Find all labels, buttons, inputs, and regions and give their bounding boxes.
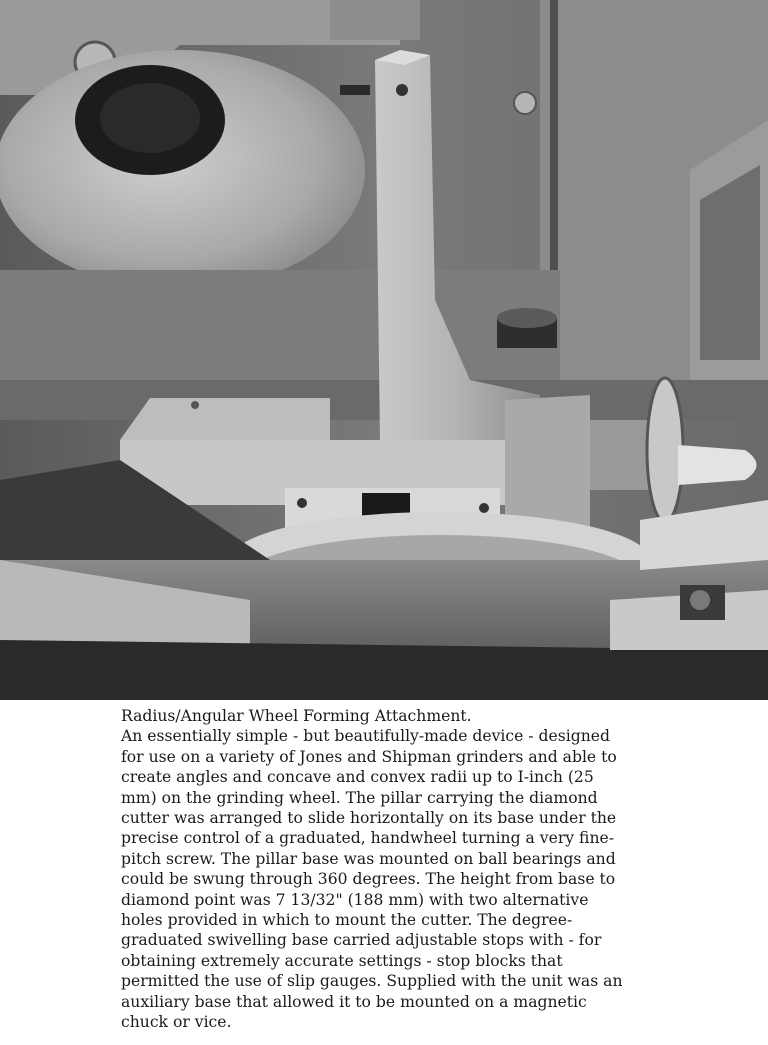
figure-caption <box>121 706 641 1033</box>
caption-line: An essentially simple - but beautifully-made device - designed <box>121 727 610 746</box>
caption-line: create angles and concave and convex radii up to I-inch (25 <box>121 768 594 787</box>
caption-title: Radius/Angular Wheel Forming Attachment. <box>121 707 472 725</box>
caption-line: precise control of a graduated, handwheel turning a very fine- <box>121 829 614 848</box>
caption-line: chuck or vice. <box>121 1013 232 1032</box>
caption-line: obtaining extremely accurate settings - stop blocks that <box>121 951 563 970</box>
caption-line: permitted the use of slip gauges. Supplied with the unit was an <box>121 972 623 991</box>
caption-line: graduated swivelling base carried adjustable stops with - for <box>121 931 602 950</box>
caption-line: could be swung through 360 degrees. The height from base to <box>121 870 616 889</box>
caption-line: diamond point was 7 13/32" (188 mm) with two alternative <box>121 890 589 909</box>
caption-line: cutter was arranged to slide horizontally on its base under the <box>121 809 617 828</box>
caption-line: holes provided in which to mount the cutter. The degree- <box>121 911 573 930</box>
caption-line: auxiliary base that allowed it to be mounted on a magnetic <box>121 992 587 1011</box>
caption-line: pitch screw. The pillar base was mounted on ball bearings and <box>121 849 616 868</box>
caption-line: mm) on the grinding wheel. The pillar carrying the diamond <box>121 788 598 807</box>
caption-line: for use on a variety of Jones and Shipman grinders and able to <box>121 747 617 766</box>
